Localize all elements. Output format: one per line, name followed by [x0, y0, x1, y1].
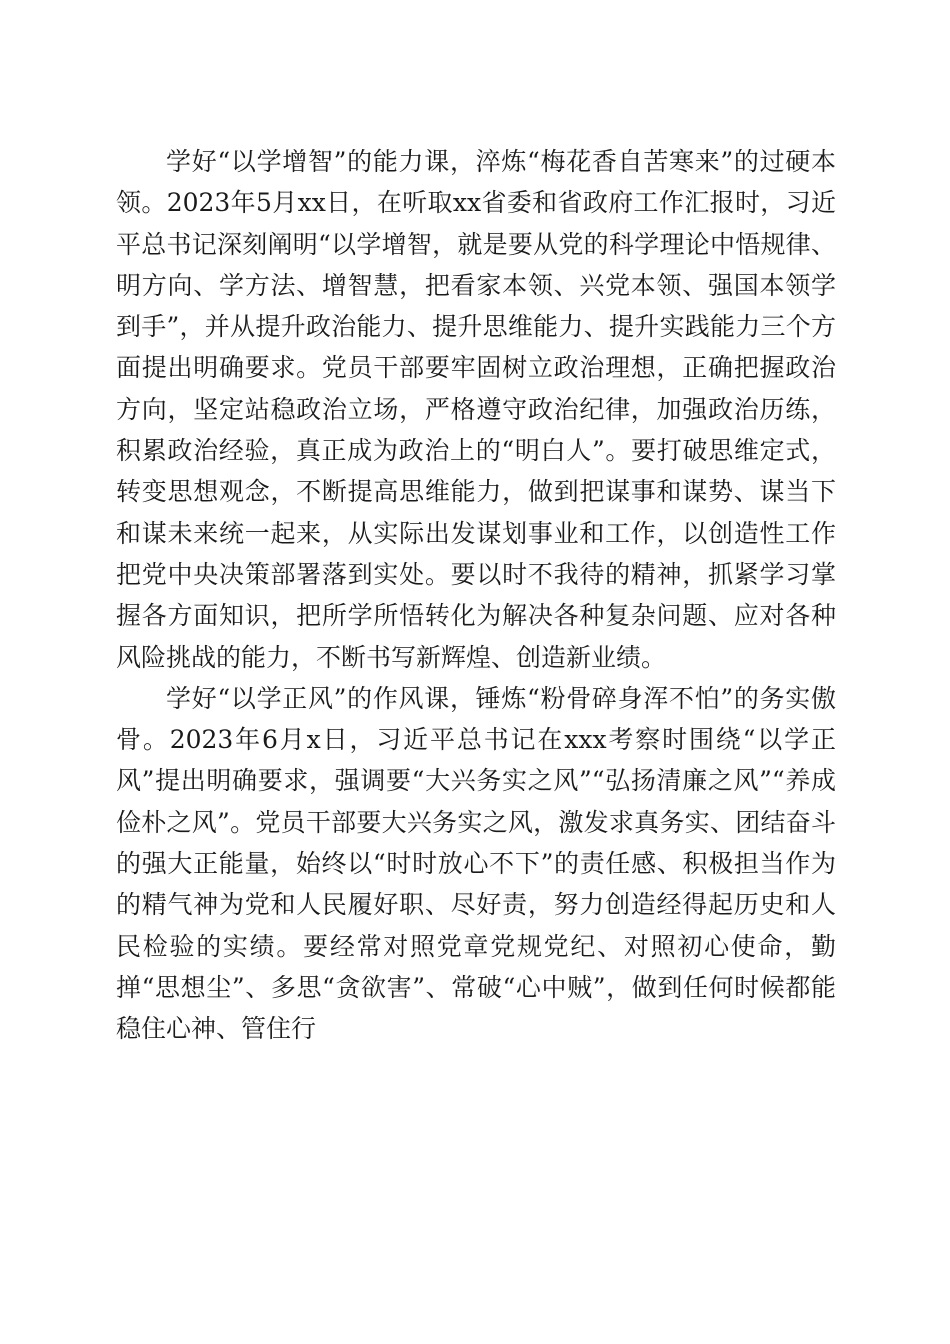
paragraph-ability-course: 学好“以学增智”的能力课，淬炼“梅花香自苦寒来”的过硬本领。2023年5月xx日，在听取xx省委和省政府工作汇报时，习近平总书记深刻阐明“以学增智，就是要从党的科学理论中悟规律、明方向、学方法、增智慧，把看家本领、兴党本领、强国本领学到手”，并从提升政治能力、提升思维能力、提升实践能力三个方面提出明确要求。党员干部要牢固树立政治理想，正确把握政治方向，坚定站稳政治立场，严格遵守政治纪律，加强政治历练，积累政治经验，真正成为政治上的“明白人”。要打破思维定式，转变思想观念，不断提高思维能力，做到把谋事和谋势、谋当下和谋未来统一起来，从实际出发谋划事业和工作，以创造性工作把党中央决策部署落到实处。要以时不我待的精神，抓紧学习掌握各方面知识，把所学所悟转化为解决各种复杂问题、应对各种风险挑战的能力，不断书写新辉煌、创造新业绩。 — [116, 147, 836, 672]
paragraph-style-course: 学好“以学正风”的作风课，锤炼“粉骨碎身浑不怕”的务实傲骨。2023年6月x日，习近平总书记在xxx考察时围绕“以学正风”提出明确要求，强调要“大兴务实之风”“弘扬清廉之风”“养成俭朴之风”。党员干部要大兴务实之风，激发求真务实、团结奋斗的强大正能量，始终以“时时放心不下”的责任感、积极担当作为的精气神为党和人民履好职、尽好责，努力创造经得起历史和人民检验的实绩。要经常对照党章党规党纪、对照初心使命，勤掸“思想尘”、多思“贪欲害”、常破“心中贼”，做到任何时候都能稳住心神、管住行 — [116, 683, 836, 1044]
document-body — [116, 141, 836, 1050]
